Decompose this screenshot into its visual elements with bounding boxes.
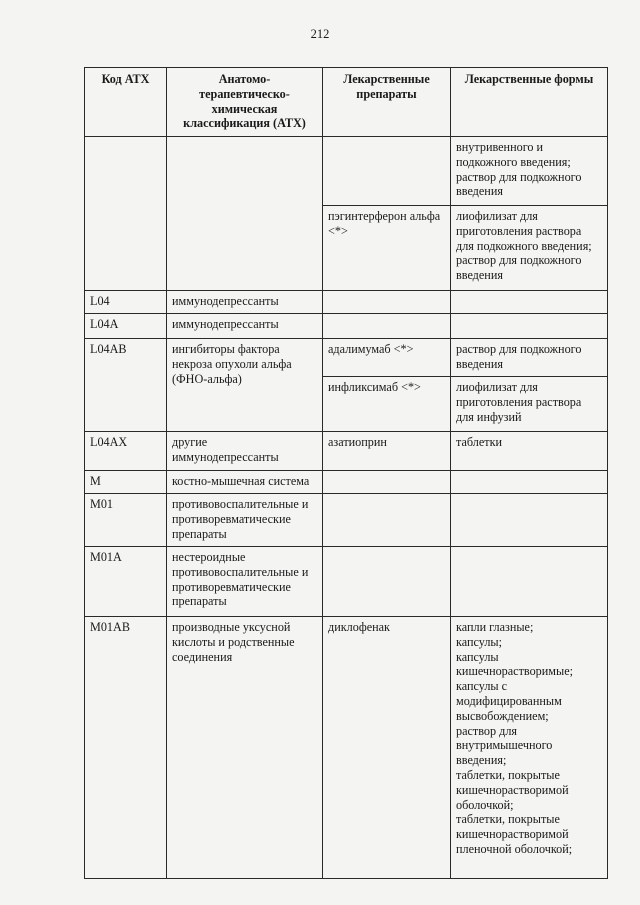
- cell-code: L04A: [85, 314, 167, 339]
- atx-table: [84, 67, 608, 879]
- cell-form: внутривенного и подкожного введения; раствор для подкожного введения: [451, 137, 608, 206]
- table-row: [85, 617, 608, 879]
- cell-classification: иммунодепрессанты: [167, 314, 323, 339]
- table-row: [85, 547, 608, 617]
- cell-code: [85, 137, 167, 291]
- cell-classification: [167, 137, 323, 291]
- cell-form: капли глазные; капсулы; капсулы кишечнорастворимые; капсулы с модифицированным высвобождением; раствор для внутримышечного введения; таблетки, покрытые кишечнорастворимой оболочкой; таблетки, покрытые кишечнорастворимой пленочной оболочкой;: [451, 617, 608, 879]
- header-drugs: Лекарственные препараты: [323, 68, 451, 137]
- cell-form: [451, 291, 608, 314]
- cell-code: M01: [85, 494, 167, 547]
- cell-form: [451, 494, 608, 547]
- cell-classification: ингибиторы фактора некроза опухоли альфа (ФНО-альфа): [167, 339, 323, 432]
- cell-drug: пэгинтерферон альфа <*>: [323, 206, 451, 291]
- cell-classification: производные уксусной кислоты и родственные соединения: [167, 617, 323, 879]
- cell-drug: [323, 314, 451, 339]
- cell-drug: [323, 471, 451, 494]
- table-row: [85, 291, 608, 314]
- cell-code: M01A: [85, 547, 167, 617]
- cell-code: M01AB: [85, 617, 167, 879]
- table-row: [85, 137, 608, 206]
- cell-classification: нестероидные противовоспалительные и противоревматические препараты: [167, 547, 323, 617]
- table-header-row: [85, 68, 608, 137]
- cell-code: L04: [85, 291, 167, 314]
- cell-classification: противовоспалительные и противоревматические препараты: [167, 494, 323, 547]
- cell-code: M: [85, 471, 167, 494]
- cell-code: L04AX: [85, 432, 167, 471]
- cell-code: L04AB: [85, 339, 167, 432]
- table-row: [85, 339, 608, 377]
- header-forms: Лекарственные формы: [451, 68, 608, 137]
- cell-drug: адалимумаб <*>: [323, 339, 451, 377]
- cell-drug: [323, 291, 451, 314]
- table-row: [85, 432, 608, 471]
- cell-form: [451, 547, 608, 617]
- cell-drug: азатиоприн: [323, 432, 451, 471]
- cell-drug: инфликсимаб <*>: [323, 377, 451, 432]
- cell-classification: иммунодепрессанты: [167, 291, 323, 314]
- table-row: [85, 494, 608, 547]
- cell-form: раствор для подкожного введения: [451, 339, 608, 377]
- cell-drug: [323, 494, 451, 547]
- table-row: [85, 471, 608, 494]
- cell-form: [451, 314, 608, 339]
- header-code: Код АТХ: [85, 68, 167, 137]
- table-row: [85, 314, 608, 339]
- cell-form: таблетки: [451, 432, 608, 471]
- cell-drug: [323, 137, 451, 206]
- cell-classification: другие иммунодепрессанты: [167, 432, 323, 471]
- cell-classification: костно-мышечная система: [167, 471, 323, 494]
- cell-form: лиофилизат для приготовления раствора для инфузий: [451, 377, 608, 432]
- cell-form: лиофилизат для приготовления раствора для подкожного введения; раствор для подкожного введения: [451, 206, 608, 291]
- cell-drug: [323, 547, 451, 617]
- cell-drug: диклофенак: [323, 617, 451, 879]
- header-classification: Анатомо- терапевтическо- химическая классификация (АТХ): [167, 68, 323, 137]
- page-number: 212: [310, 27, 330, 41]
- cell-form: [451, 471, 608, 494]
